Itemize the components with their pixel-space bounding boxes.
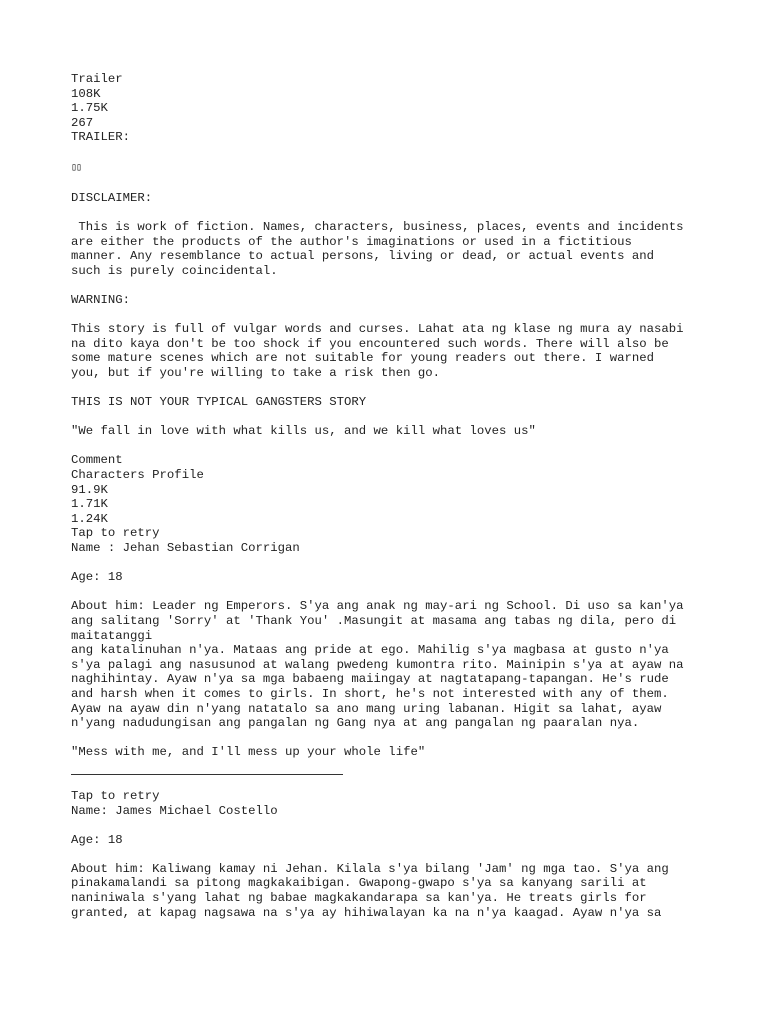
character-about-line: Ayaw na ayaw din n'yang natatalo sa ano mang uring labanan. Higit sa lahat, ayaw (71, 701, 662, 716)
spacer (71, 410, 731, 425)
tap-to-retry-link[interactable]: Tap to retry (71, 526, 160, 541)
character-name: Name: James Michael Costello (71, 803, 278, 818)
character-name: Name : Jehan Sebastian Corrigan (71, 541, 300, 555)
character-about-line: pinakamalandi sa pitong magkakaibigan. Gwapong-gwapo s'ya sa kanyang sarili at (71, 876, 647, 891)
spacer (71, 439, 731, 454)
tap-to-retry-link[interactable]: Tap to retry (71, 788, 160, 803)
disclaimer-line: manner. Any resemblance to actual persons, living or dead, or actual events and (71, 249, 654, 264)
character-about-line: ang katalinuhan n'ya. Mataas ang pride at ego. Mahilig s'ya magbasa at gusto n'ya (71, 643, 669, 658)
comment-link[interactable]: Comment (71, 453, 123, 468)
spacer (71, 818, 731, 833)
character-about-line: n'yang nadudungisan ang pangalan ng Gang nya at ang pangalan ng paaralan nya. (71, 716, 640, 731)
views-count: 108K (71, 86, 101, 101)
spacer (71, 176, 731, 191)
spacer (71, 556, 731, 571)
warning-line: you, but if you're willing to take a risk then go. (71, 365, 440, 380)
comments-count: 1.24K (71, 511, 108, 526)
character-about-line: About him: Leader ng Emperors. S'ya ang anak ng may-ari ng School. Di uso sa kan'ya (71, 599, 684, 614)
warning-line: This story is full of vulgar words and curses. Lahat ata ng klase ng mura ay nasabi (71, 322, 684, 337)
disclaimer-line: This is work of fiction. Names, characters, business, places, events and incidents (71, 219, 684, 234)
character-age: Age: 18 (71, 570, 123, 585)
spacer (71, 847, 731, 862)
spacer (71, 585, 731, 600)
trailer-heading: TRAILER: (71, 130, 131, 145)
character-about-line: granted, at kapag nagsawa na s'ya ay hihiwalayan ka na n'ya kaagad. Ayaw n'ya sa (71, 905, 662, 920)
character-about-line: ang salitang 'Sorry' at 'Thank You' .Masungit at masama ang tabas ng dila, pero di (71, 613, 677, 628)
votes-count: 1.75K (71, 101, 108, 116)
tagline: THIS IS NOT YOUR TYPICAL GANGSTERS STORY (71, 395, 367, 410)
missing-glyph-text: ▯▯ (71, 162, 82, 174)
views-count: 91.9K (71, 482, 108, 497)
character-about-line: and harsh when it comes to girls. In short, he's not interested with any of them. (71, 686, 669, 701)
character-quote: "Mess with me, and I'll mess up your whole life" (71, 745, 426, 760)
spacer (71, 380, 731, 395)
character-about-line: About him: Kaliwang kamay ni Jehan. Kilala s'ya bilang 'Jam' ng mga tao. S'ya ang (71, 861, 669, 876)
spacer (71, 731, 731, 746)
story-quote: "We fall in love with what kills us, and we kill what loves us" (71, 424, 536, 439)
document-page (71, 72, 731, 920)
character-about-line: maitatanggi (71, 628, 153, 643)
character-about-line: naghihintay. Ayaw n'ya sa mga babaeng maiingay at nagtatapang-tapangan. He's rude (71, 672, 669, 687)
chapter-title[interactable]: Trailer (71, 72, 123, 86)
character-about-line: s'ya palagi ang nasusunod at walang pwedeng kumontra rito. Mainipin s'ya at ayaw na (71, 657, 684, 672)
warning-line: some mature scenes which are not suitable for young readers out there. I warned (71, 351, 654, 366)
warning-heading: WARNING: (71, 292, 131, 307)
spacer (71, 205, 731, 220)
disclaimer-heading: DISCLAIMER: (71, 190, 153, 205)
votes-count: 1.71K (71, 497, 108, 512)
spacer (71, 308, 731, 323)
spacer (71, 145, 731, 160)
warning-line: na dito kaya don't be too shock if you encountered such words. There will also be (71, 336, 669, 351)
disclaimer-line: are either the products of the author's imaginations or used in a fictitious (71, 234, 632, 249)
missing-glyph-icon (71, 160, 731, 177)
chapter-title[interactable]: Characters Profile (71, 468, 204, 483)
divider-line (71, 774, 343, 775)
comments-count: 267 (71, 115, 94, 130)
character-about-line: naniniwala s'yang lahat ng babae magkakandarapa sa kan'ya. He treats girls for (71, 891, 647, 906)
spacer (71, 278, 731, 293)
character-age: Age: 18 (71, 832, 123, 847)
disclaimer-line: such is purely coincidental. (71, 263, 278, 278)
